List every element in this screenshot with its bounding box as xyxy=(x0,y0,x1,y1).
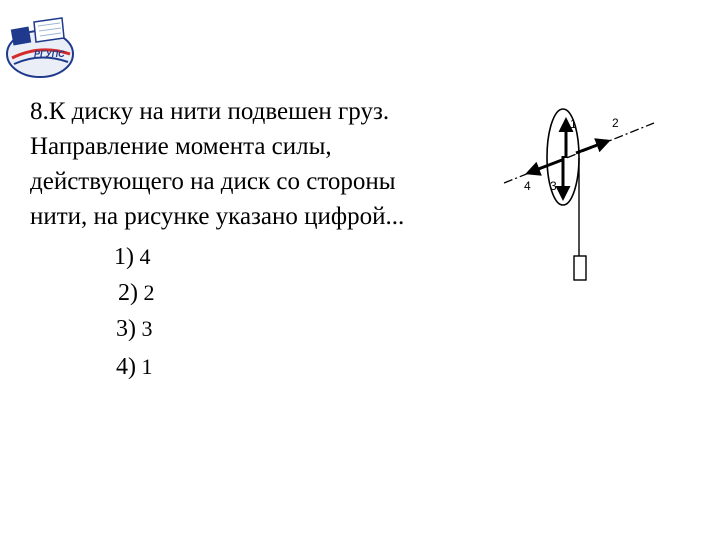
question-line: 8.К диску на нити подвешен груз. xyxy=(30,98,390,125)
answer-option-1[interactable] xyxy=(114,244,151,271)
weight xyxy=(574,256,586,280)
question-line: Направление момента силы, xyxy=(30,133,332,160)
answer-number: 2) xyxy=(118,280,138,306)
answer-value: 4 xyxy=(139,244,151,269)
question-text xyxy=(30,94,470,234)
question-line: действующего на диск со стороны xyxy=(30,168,396,195)
label-1: 1 xyxy=(570,117,577,131)
logo-text: РГУПС xyxy=(34,49,65,59)
label-2: 2 xyxy=(612,116,619,130)
answer-number: 3) xyxy=(116,316,136,342)
answer-value: 2 xyxy=(143,280,155,305)
answer-option-4[interactable] xyxy=(116,354,153,381)
university-logo xyxy=(4,14,76,80)
label-4: 4 xyxy=(524,179,531,193)
answer-value: 1 xyxy=(141,354,153,379)
label-3: 3 xyxy=(550,179,557,193)
question-line: нити, на рисунке указано цифрой... xyxy=(30,203,405,230)
arrow-4 xyxy=(528,160,562,173)
answer-number: 4) xyxy=(116,354,136,380)
disk-diagram xyxy=(496,98,666,288)
answer-option-2[interactable] xyxy=(118,280,155,307)
answer-option-3[interactable] xyxy=(116,316,153,343)
answer-value: 3 xyxy=(141,316,153,341)
arrow-2 xyxy=(576,141,608,153)
answer-number: 1) xyxy=(114,244,134,270)
